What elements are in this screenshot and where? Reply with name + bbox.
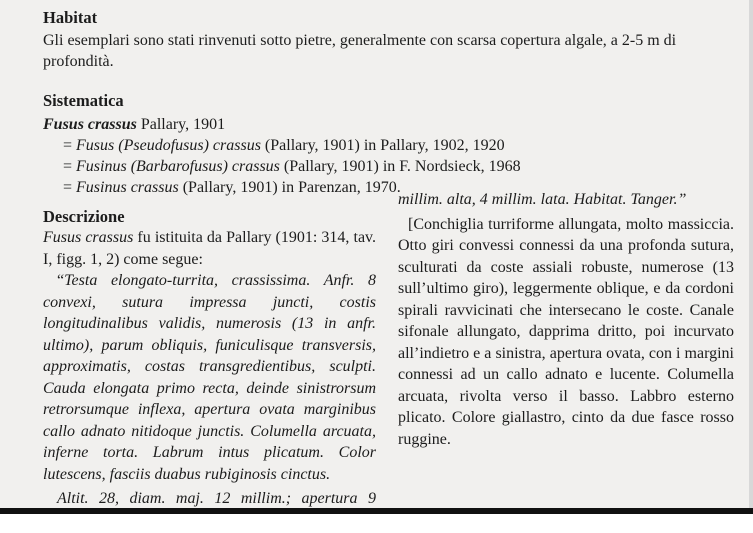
habitat-heading: Habitat: [43, 8, 98, 27]
description-columns: [43, 191, 735, 533]
habitat-text: Gli esemplari sono stati rinvenuti sotto pietre, generalmente con scarsa copertura algale, a 2-5 m di profondità.: [43, 32, 677, 70]
italian-translation: [Conchiglia turriforme allungata, molto massiccia. Otto giri convessi connessi da una profonda sutura, sculturati da coste assiali robuste, numerose (13 sull’ultimo giro), leggermente oblique, e da cordoni spirali ravvicinati che intersecano le coste. Canale sifonale allungato, dapprima dritto, poi incurvato all’indietro e a sinistra, apertura ovata, con i margini connessi ad un callo adnato e lucente. Columella arcuata, rivolta verso il basso. Labbro esterno plicato. Colore giallastro, cinto da due fasce rosso ruggine.: [398, 215, 734, 448]
measurements-continued: millim. alta, 4 millim. lata. Habitat. Tanger.”: [398, 191, 687, 208]
species-name-line: [43, 114, 735, 135]
description-left-column: [43, 196, 376, 531]
description-intro: Fusus crassus fu istituita da Pallary (1901: 314, tav. I, figg. 1, 2) come segue:: [43, 229, 377, 268]
synonym-line: = Fusinus crassus (Pallary, 1901) in Parenzan, 1970.: [63, 179, 401, 196]
species-author: Pallary, 1901: [136, 116, 226, 133]
description-right-column: [398, 189, 734, 524]
synonym-line: = Fusus (Pseudofusus) crassus (Pallary, 1901) in Pallary, 1902, 1920: [63, 137, 505, 154]
descrizione-heading: Descrizione: [43, 207, 125, 226]
synonym-name: Fusinus crassus: [76, 179, 179, 196]
species-name: Fusus crassus: [43, 116, 137, 133]
synonym-name: Fusus (Pseudofusus) crassus: [76, 137, 261, 154]
measurements-text: Altit. 28, diam. maj. 12 millim.; apertura 9: [57, 490, 376, 507]
intro-species-name: Fusus crassus: [43, 229, 134, 246]
latin-description: “Testa elongato-turrita, crassissima. Anfr. 8 convexi, sutura impressa juncti, costis longitudinalibus validis, numerosis (13 in anfr. ultimo), parum obliquis, funiculisque transversis, approximatis, costas transgredientibus, sculpti. Cauda elongata primo recta, deinde sinistrorsum retrorsumque inflexa, apertura ovata marginibus callo adnato nitidoque junctis. Columella arcuata, inferne torta. Labrum intus plicatum. Color lutescens, fasciis duabus rubiginosis cinctus.: [43, 272, 376, 483]
synonym-line: = Fusinus (Barbarofusus) crassus (Pallary, 1901) in F. Nordsieck, 1968: [63, 158, 521, 175]
sistematica-heading: Sistematica: [43, 91, 124, 110]
synonym-name: Fusinus (Barbarofusus) crassus: [76, 158, 280, 175]
